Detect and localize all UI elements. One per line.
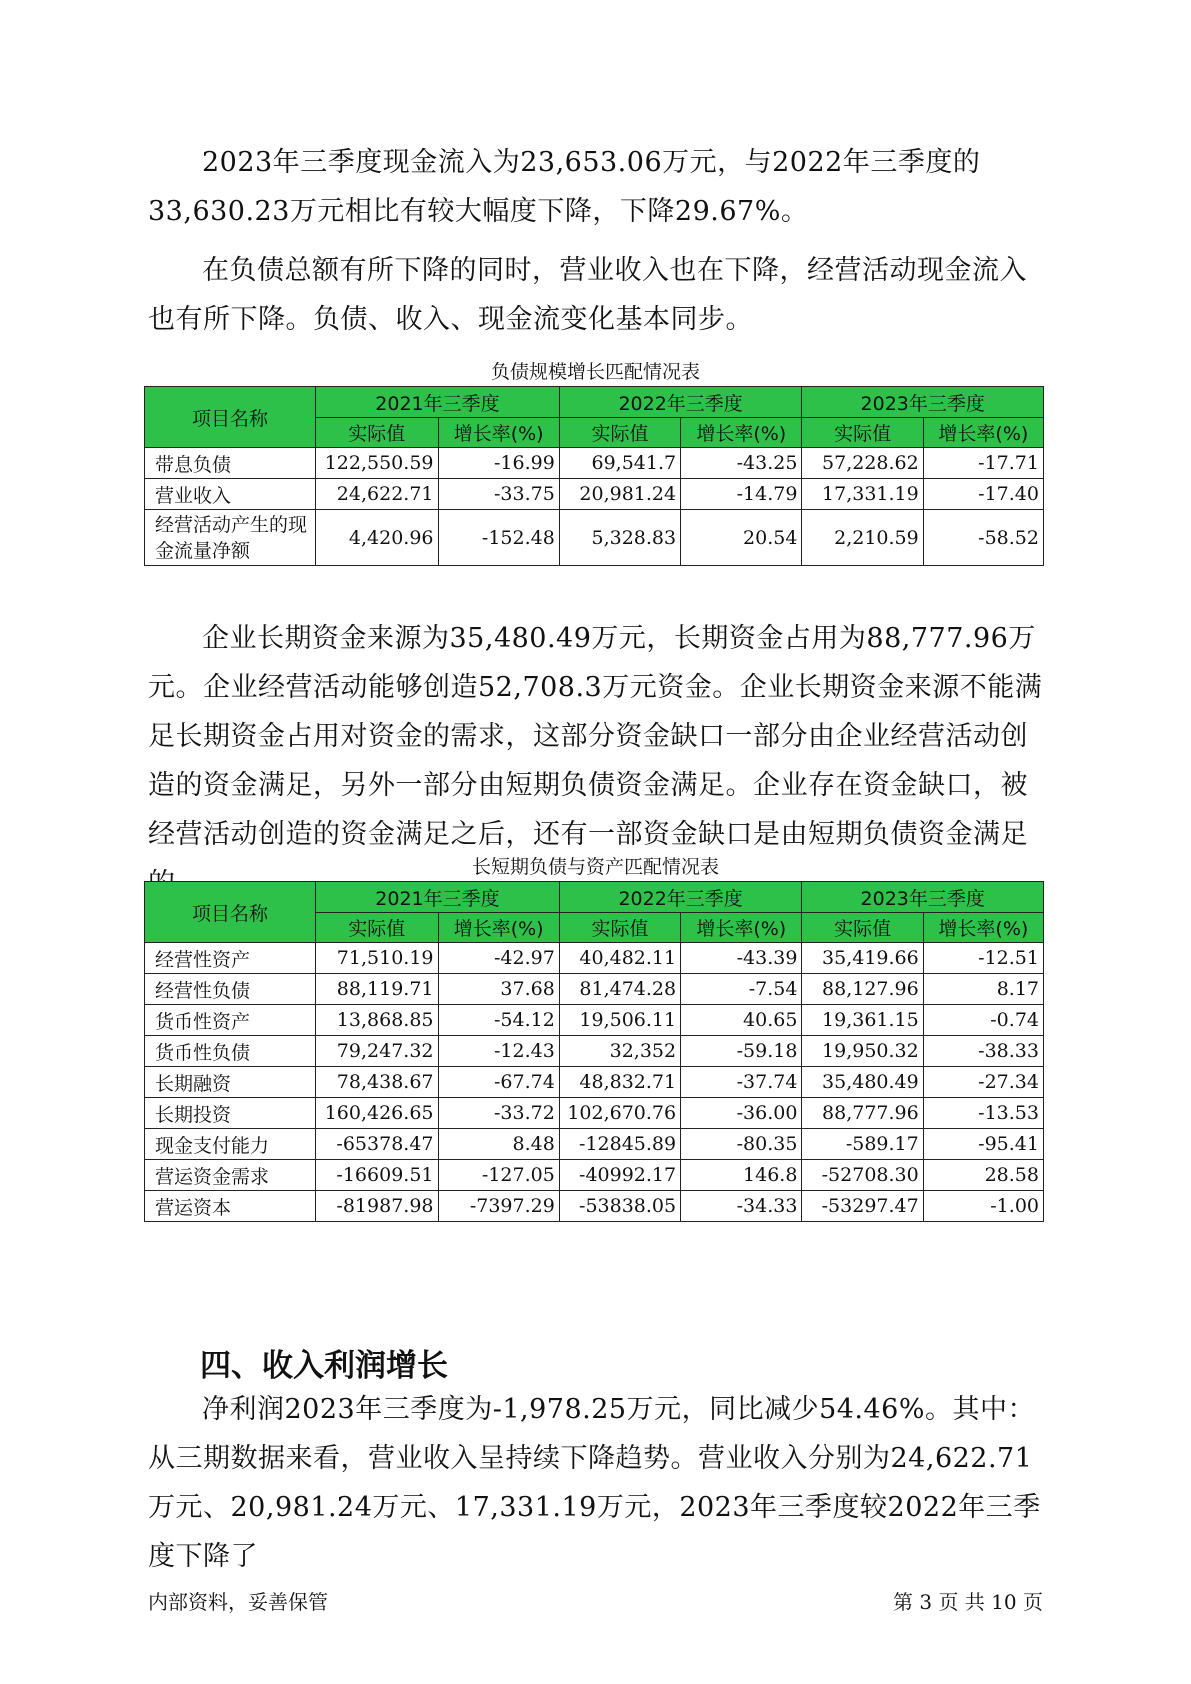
cell-value: 13,868.85	[316, 1005, 438, 1036]
cell-value: 24,622.71	[316, 479, 438, 510]
cell-value: -1.00	[923, 1191, 1043, 1222]
cell-value: -81987.98	[316, 1191, 438, 1222]
table-row	[145, 1191, 1044, 1222]
table-row	[145, 1036, 1044, 1067]
section-heading: 四、收入利润增长	[200, 1348, 448, 1384]
cell-value: -12.51	[923, 943, 1043, 974]
cell-value: 19,506.11	[559, 1005, 680, 1036]
table-row	[145, 510, 1044, 566]
cell-value: -65378.47	[316, 1129, 438, 1160]
cell-value: 146.8	[681, 1160, 802, 1191]
table-row	[145, 1098, 1044, 1129]
cell-value: -16609.51	[316, 1160, 438, 1191]
cell-value: -589.17	[802, 1129, 923, 1160]
cell-value: -152.48	[438, 510, 559, 566]
header-growth: 增长率(%)	[438, 418, 559, 448]
table1-caption: 负债规模增长匹配情况表	[490, 361, 700, 383]
cell-value: 102,670.76	[559, 1098, 680, 1129]
cell-value: 19,950.32	[802, 1036, 923, 1067]
paragraph-long-term-funds: 企业长期资金来源为35,480.49万元，长期资金占用为88,777.96万元。企业经营活动能够创造52,708.3万元资金。企业长期资金来源不能满足长期资金占用对资金的需求，这部分资金缺口一部分由企业经营活动创造的资金满足，另外一部分由短期负债资金满足。企业存在资金缺口，被经营活动创造的资金满足之后，还有一部资金缺口是由短期负债资金满足	[148, 623, 1043, 850]
header-item-name: 项目名称	[145, 882, 316, 943]
paragraph-net-profit: 净利润2023年三季度为-1,978.25万元，同比减少54.46%。其中：从三期数据来看，营业收入呈持续下降趋势。营业收入分别为24,622.71万元、20,981.24万元、17,331.19万元，2023年三季度较2022年三季度下降了	[148, 1394, 1041, 1572]
cell-value: -54.12	[438, 1005, 559, 1036]
cell-value: -95.41	[923, 1129, 1043, 1160]
cell-value: -38.33	[923, 1036, 1043, 1067]
header-period: 2022年三季度	[559, 387, 802, 418]
header-period: 2023年三季度	[802, 387, 1044, 418]
cell-value: 81,474.28	[559, 974, 680, 1005]
header-period: 2021年三季度	[316, 387, 560, 418]
cell-value: -43.25	[681, 448, 802, 479]
header-growth: 增长率(%)	[923, 418, 1043, 448]
cell-value: -14.79	[681, 479, 802, 510]
cell-value: -12845.89	[559, 1129, 680, 1160]
row-label: 营运资金需求	[145, 1160, 316, 1191]
cell-value: -7.54	[681, 974, 802, 1005]
cell-value: 57,228.62	[802, 448, 923, 479]
header-period: 2023年三季度	[802, 882, 1044, 913]
header-actual: 实际值	[316, 418, 438, 448]
cell-value: -7397.29	[438, 1191, 559, 1222]
asset-liability-table	[144, 881, 1044, 1222]
cell-value: 20.54	[681, 510, 802, 566]
cell-value: 40,482.11	[559, 943, 680, 974]
paragraph-cash-inflow: 2023年三季度现金流入为23,653.06万元，与2022年三季度的33,630.23万元相比有较大幅度下降，下降29.67%。	[148, 147, 981, 227]
debt-growth-table	[144, 386, 1044, 566]
table2-caption: 长短期负债与资产匹配情况表	[471, 856, 719, 878]
cell-value: 17,331.19	[802, 479, 923, 510]
cell-value: 69,541.7	[559, 448, 680, 479]
cell-value: -40992.17	[559, 1160, 680, 1191]
cell-value: 8.48	[438, 1129, 559, 1160]
cell-value: 88,777.96	[802, 1098, 923, 1129]
header-item-name: 项目名称	[145, 387, 316, 448]
header-actual: 实际值	[559, 418, 680, 448]
table-row	[145, 1005, 1044, 1036]
header-period: 2021年三季度	[316, 882, 560, 913]
cell-value: -16.99	[438, 448, 559, 479]
header-growth: 增长率(%)	[438, 913, 559, 943]
row-label: 经营活动产生的现金流量净额	[145, 510, 316, 566]
cell-value: 40.65	[681, 1005, 802, 1036]
cell-value: 71,510.19	[316, 943, 438, 974]
header-growth: 增长率(%)	[923, 913, 1043, 943]
header-actual: 实际值	[559, 913, 680, 943]
cell-value: -13.53	[923, 1098, 1043, 1129]
cell-value: -127.05	[438, 1160, 559, 1191]
row-label: 经营性负债	[145, 974, 316, 1005]
footer-page-number: 第 3 页 共 10 页	[893, 1590, 1043, 1614]
table-row	[145, 943, 1044, 974]
cell-value: 32,352	[559, 1036, 680, 1067]
row-label: 营业收入	[145, 479, 316, 510]
paragraph-debt-revenue: 在负债总额有所下降的同时，营业收入也在下降，经营活动现金流入也有所下降。负债、收入、现金流变化基本同步。	[148, 255, 1027, 335]
row-label: 现金支付能力	[145, 1129, 316, 1160]
header-growth: 增长率(%)	[681, 418, 802, 448]
cell-value: -0.74	[923, 1005, 1043, 1036]
cell-value: -12.43	[438, 1036, 559, 1067]
cell-value: 35,419.66	[802, 943, 923, 974]
cell-value: 4,420.96	[316, 510, 438, 566]
cell-value: 88,119.71	[316, 974, 438, 1005]
cell-value: 79,247.32	[316, 1036, 438, 1067]
cell-value: 160,426.65	[316, 1098, 438, 1129]
cell-value: -27.34	[923, 1067, 1043, 1098]
footer-confidential: 内部资料，妥善保管	[148, 1590, 328, 1614]
cell-value: -59.18	[681, 1036, 802, 1067]
cell-value: -34.33	[681, 1191, 802, 1222]
row-label: 货币性资产	[145, 1005, 316, 1036]
cell-value: 37.68	[438, 974, 559, 1005]
cell-value: 78,438.67	[316, 1067, 438, 1098]
cell-value: -36.00	[681, 1098, 802, 1129]
cell-value: 48,832.71	[559, 1067, 680, 1098]
cell-value: 122,550.59	[316, 448, 438, 479]
cell-value: -80.35	[681, 1129, 802, 1160]
cell-value: 8.17	[923, 974, 1043, 1005]
cell-value: -42.97	[438, 943, 559, 974]
row-label: 带息负债	[145, 448, 316, 479]
table-row	[145, 448, 1044, 479]
header-actual: 实际值	[316, 913, 438, 943]
cell-value: 5,328.83	[559, 510, 680, 566]
cell-value: -43.39	[681, 943, 802, 974]
cell-value: -17.71	[923, 448, 1043, 479]
cell-value: -33.75	[438, 479, 559, 510]
cell-value: -37.74	[681, 1067, 802, 1098]
cell-value: -67.74	[438, 1067, 559, 1098]
cell-value: -52708.30	[802, 1160, 923, 1191]
cell-value: 88,127.96	[802, 974, 923, 1005]
table-row	[145, 1160, 1044, 1191]
table-row	[145, 974, 1044, 1005]
cell-value: 20,981.24	[559, 479, 680, 510]
header-actual: 实际值	[802, 913, 923, 943]
row-label: 长期投资	[145, 1098, 316, 1129]
table-row	[145, 479, 1044, 510]
table-row	[145, 1067, 1044, 1098]
row-label: 货币性负债	[145, 1036, 316, 1067]
cell-value: 19,361.15	[802, 1005, 923, 1036]
cell-value: 2,210.59	[802, 510, 923, 566]
cell-value: -53297.47	[802, 1191, 923, 1222]
table-row	[145, 1129, 1044, 1160]
cell-value: -58.52	[923, 510, 1043, 566]
cell-value: 35,480.49	[802, 1067, 923, 1098]
header-period: 2022年三季度	[559, 882, 802, 913]
header-growth: 增长率(%)	[681, 913, 802, 943]
cell-value: -17.40	[923, 479, 1043, 510]
row-label: 经营性资产	[145, 943, 316, 974]
cell-value: -53838.05	[559, 1191, 680, 1222]
cell-value: 28.58	[923, 1160, 1043, 1191]
cell-value: -33.72	[438, 1098, 559, 1129]
row-label: 营运资本	[145, 1191, 316, 1222]
header-actual: 实际值	[802, 418, 923, 448]
row-label: 长期融资	[145, 1067, 316, 1098]
